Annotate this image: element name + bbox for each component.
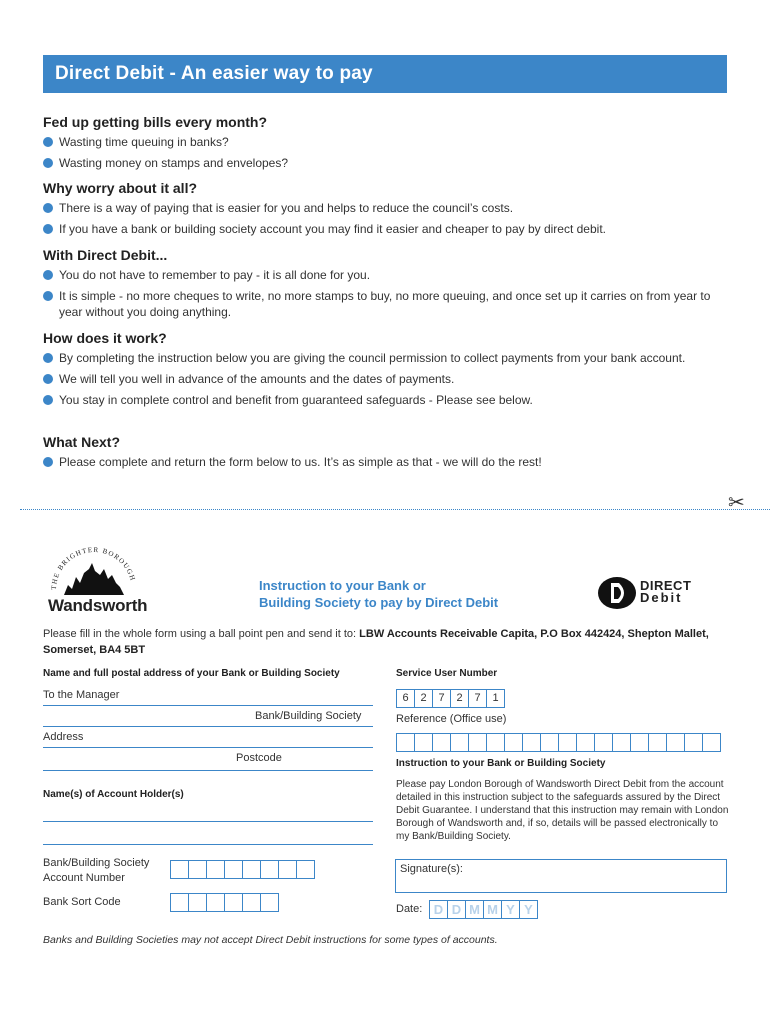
reference-char[interactable] bbox=[522, 733, 541, 752]
reference-label: Reference (Office use) bbox=[396, 713, 507, 725]
bullet-dot-icon bbox=[43, 137, 53, 147]
account-number-digit[interactable] bbox=[278, 860, 297, 879]
account-number-digit[interactable] bbox=[170, 860, 189, 879]
list-item: Wasting time queuing in banks? bbox=[43, 134, 733, 150]
account-holder-line-2[interactable] bbox=[43, 844, 373, 845]
sort-code-digit[interactable] bbox=[224, 893, 243, 912]
date-char[interactable]: M bbox=[483, 900, 502, 919]
section-heading: With Direct Debit... bbox=[43, 247, 168, 263]
sort-code-digit[interactable] bbox=[260, 893, 279, 912]
reference-char[interactable] bbox=[468, 733, 487, 752]
service-user-digit: 2 bbox=[450, 689, 469, 708]
service-user-digit: 7 bbox=[432, 689, 451, 708]
sort-code-digit[interactable] bbox=[170, 893, 189, 912]
bank-society-label: Bank/Building Society bbox=[255, 710, 362, 722]
list-item: You do not have to remember to pay - it is all done for you. bbox=[43, 267, 733, 283]
sort-code-boxes[interactable] bbox=[171, 893, 279, 912]
reference-char[interactable] bbox=[630, 733, 649, 752]
direct-debit-logo-text: DIRECT Debit bbox=[640, 578, 692, 605]
reference-char[interactable] bbox=[504, 733, 523, 752]
service-user-digit: 7 bbox=[468, 689, 487, 708]
section-heading: Why worry about it all? bbox=[43, 180, 198, 196]
account-number-digit[interactable] bbox=[260, 860, 279, 879]
footer-note: Banks and Building Societies may not accept Direct Debit instructions for some types of accounts. bbox=[43, 934, 498, 946]
reference-char[interactable] bbox=[396, 733, 415, 752]
list-item: By completing the instruction below you are giving the council permission to collect payments from your bank account. bbox=[43, 350, 739, 366]
signature-field[interactable] bbox=[395, 859, 727, 893]
service-user-digit: 1 bbox=[486, 689, 505, 708]
list-item: You stay in complete control and benefit from guaranteed safeguards - Please see below. bbox=[43, 392, 733, 408]
section-what-next bbox=[43, 434, 733, 475]
reference-char[interactable] bbox=[594, 733, 613, 752]
return-address: LBW Accounts Receivable Capita, P.O Box 442424, Shepton Mallet, Somerset, BA4 5BT bbox=[43, 628, 709, 656]
account-number-boxes[interactable] bbox=[171, 860, 315, 879]
bullet-dot-icon bbox=[43, 457, 53, 467]
reference-char[interactable] bbox=[666, 733, 685, 752]
logo-arc-text: THE BRIGHTER BOROUGH bbox=[49, 545, 137, 591]
date-label: Date: bbox=[396, 903, 423, 915]
date-boxes[interactable] bbox=[430, 900, 538, 919]
list-item: Wasting money on stamps and envelopes? bbox=[43, 155, 733, 171]
account-holder-label: Name(s) of Account Holder(s) bbox=[43, 789, 184, 800]
bullet-dot-icon bbox=[43, 374, 53, 384]
logo-name: Wandsworth bbox=[48, 596, 148, 615]
address-line-1[interactable] bbox=[43, 726, 373, 727]
section-heading: How does it work? bbox=[43, 330, 167, 346]
section-with-direct-debit bbox=[43, 247, 733, 325]
list-item: We will tell you well in advance of the amounts and the dates of payments. bbox=[43, 371, 733, 387]
account-holder-line-1[interactable] bbox=[43, 821, 373, 822]
section-heading: What Next? bbox=[43, 434, 120, 450]
instruction-heading: Instruction to your Bank or Building Society bbox=[396, 758, 606, 769]
account-number-digit[interactable] bbox=[188, 860, 207, 879]
fill-instruction: Please fill in the whole form using a ball point pen and send it to: LBW Accounts Receivable Capita, P.O Box 442424, Shepton Mallet, Somerset, BA4 5BT bbox=[43, 628, 709, 656]
form-title: Instruction to your Bank or Building Society to pay by Direct Debit bbox=[259, 578, 499, 610]
cut-line bbox=[20, 509, 770, 510]
date-char[interactable]: Y bbox=[501, 900, 520, 919]
bullet-dot-icon bbox=[43, 353, 53, 363]
sort-code-digit[interactable] bbox=[206, 893, 225, 912]
signature-label: Signature(s): bbox=[400, 863, 463, 875]
postcode-line[interactable] bbox=[43, 770, 373, 771]
bank-address-label: Name and full postal address of your Bank or Building Society bbox=[43, 668, 340, 679]
date-char[interactable]: D bbox=[429, 900, 448, 919]
reference-char[interactable] bbox=[432, 733, 451, 752]
section-fed-up bbox=[43, 114, 733, 176]
postcode-label: Postcode bbox=[236, 752, 282, 764]
date-char[interactable]: Y bbox=[519, 900, 538, 919]
service-user-number-boxes bbox=[397, 689, 505, 708]
sort-code-label: Bank Sort Code bbox=[43, 896, 121, 908]
date-char[interactable]: D bbox=[447, 900, 466, 919]
bullet-dot-icon bbox=[43, 395, 53, 405]
address-label: Address bbox=[43, 731, 84, 743]
sort-code-digit[interactable] bbox=[188, 893, 207, 912]
section-how-does-it-work bbox=[43, 330, 733, 413]
list-item: If you have a bank or building society account you may find it easier and cheaper to pay by direct debit. bbox=[43, 221, 733, 237]
section-heading: Fed up getting bills every month? bbox=[43, 114, 268, 130]
header-banner bbox=[43, 55, 727, 93]
account-number-digit[interactable] bbox=[296, 860, 315, 879]
service-user-digit: 2 bbox=[414, 689, 433, 708]
reference-char[interactable] bbox=[486, 733, 505, 752]
reference-char[interactable] bbox=[702, 733, 721, 752]
bullet-dot-icon bbox=[43, 203, 53, 213]
sort-code-digit[interactable] bbox=[242, 893, 261, 912]
service-user-number-label: Service User Number bbox=[396, 668, 498, 679]
bank-name-line[interactable] bbox=[43, 705, 373, 706]
reference-char[interactable] bbox=[612, 733, 631, 752]
list-item: It is simple - no more cheques to write, no more stamps to buy, no more queuing, and once set up it carries on from year to year without you doing anything. bbox=[43, 288, 719, 320]
bullet-dot-icon bbox=[43, 270, 53, 280]
reference-char[interactable] bbox=[684, 733, 703, 752]
account-number-label: Bank/Building Society Account Number bbox=[43, 857, 150, 884]
reference-char[interactable] bbox=[576, 733, 595, 752]
account-number-digit[interactable] bbox=[206, 860, 225, 879]
bullet-dot-icon bbox=[43, 224, 53, 234]
bullet-dot-icon bbox=[43, 291, 53, 301]
address-line-2[interactable] bbox=[43, 747, 373, 748]
account-number-digit[interactable] bbox=[224, 860, 243, 879]
date-char[interactable]: M bbox=[465, 900, 484, 919]
reference-char[interactable] bbox=[648, 733, 667, 752]
list-item: There is a way of paying that is easier for you and helps to reduce the council’s costs. bbox=[43, 200, 733, 216]
reference-char[interactable] bbox=[540, 733, 559, 752]
reference-char[interactable] bbox=[558, 733, 577, 752]
account-number-digit[interactable] bbox=[242, 860, 261, 879]
reference-boxes[interactable] bbox=[397, 733, 721, 752]
reference-char[interactable] bbox=[414, 733, 433, 752]
list-item: Please complete and return the form below to us. It’s as simple as that - we will do the rest! bbox=[43, 454, 733, 470]
section-why-worry bbox=[43, 180, 733, 242]
to-manager-label: To the Manager bbox=[43, 689, 120, 701]
instruction-text: Please pay London Borough of Wandsworth Direct Debit from the account detailed in this instruction subject to the safeguards assured by the Direct Debit Guarantee. I understand that this instruction may remain with London Borough of Wandsworth and, if so, details will be passed electronically to my Bank/Building Society. bbox=[396, 779, 729, 842]
service-user-digit: 6 bbox=[396, 689, 415, 708]
page-title: Direct Debit - An easier way to pay bbox=[55, 63, 373, 84]
reference-char[interactable] bbox=[450, 733, 469, 752]
scissors-icon: ✂ bbox=[728, 492, 745, 514]
bullet-dot-icon bbox=[43, 158, 53, 168]
